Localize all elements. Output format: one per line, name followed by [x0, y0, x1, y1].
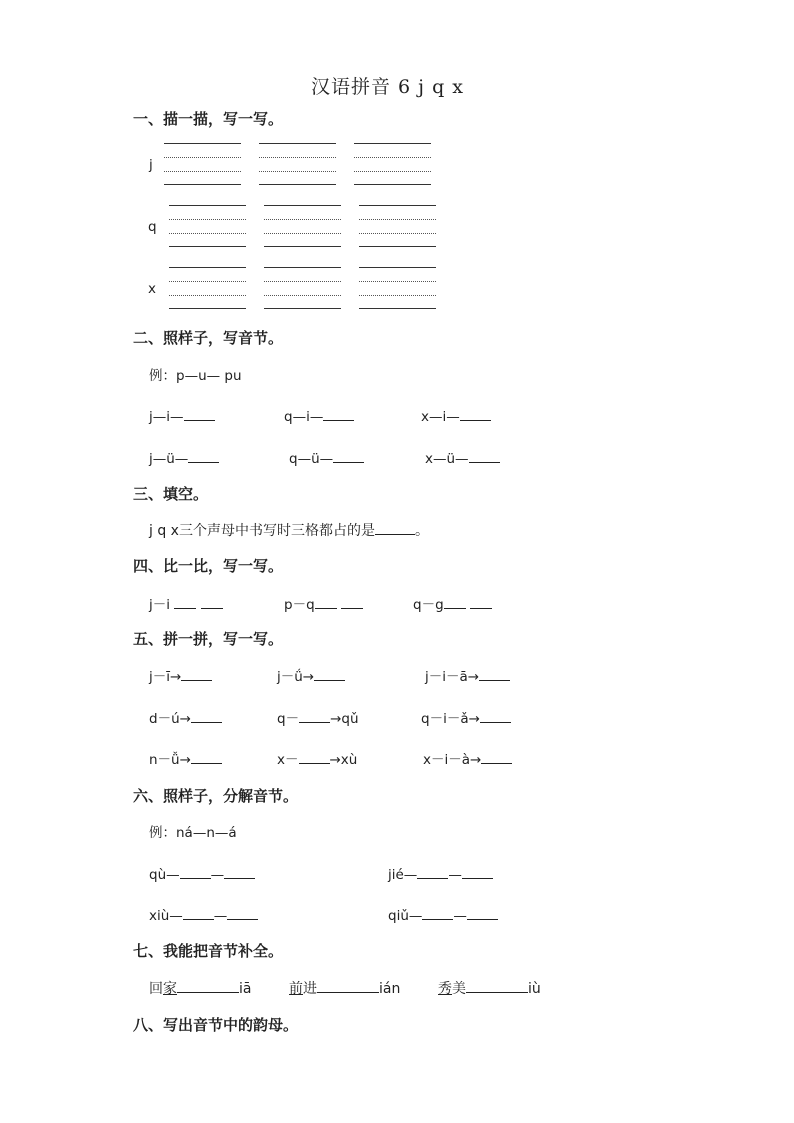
item-label: j－ǘ→ — [277, 669, 315, 685]
answer-blank[interactable] — [174, 594, 196, 609]
dash: — — [448, 867, 462, 883]
answer-blank[interactable] — [181, 666, 212, 681]
answer-blank[interactable] — [323, 406, 354, 421]
compare-item — [149, 593, 223, 613]
exercise-item — [149, 406, 215, 425]
section-7-heading: 七、我能把音节补全。 — [133, 942, 284, 960]
writing-grid[interactable] — [264, 267, 341, 309]
answer-blank[interactable] — [481, 749, 512, 764]
item-label: x—ü— — [425, 451, 469, 467]
spell-item — [421, 707, 511, 727]
item-label: j—i— — [149, 409, 184, 425]
item-label: q—ü— — [289, 451, 334, 467]
answer-blank[interactable] — [417, 864, 448, 879]
page-title: 汉语拼音 6 j q x — [311, 76, 465, 98]
complete-item — [438, 978, 541, 998]
writing-grid[interactable] — [264, 205, 341, 247]
decompose-item — [388, 905, 498, 924]
dash: — — [453, 908, 467, 924]
complete-item — [149, 978, 251, 998]
decompose-item — [388, 864, 493, 883]
item-label: q－i－ǎ→ — [421, 711, 480, 727]
answer-blank[interactable] — [317, 978, 379, 993]
answer-blank[interactable] — [341, 594, 363, 609]
writing-grid[interactable] — [169, 267, 246, 309]
letter-x: x — [148, 281, 156, 297]
answer-blank[interactable] — [315, 594, 337, 609]
writing-grid[interactable] — [164, 143, 241, 185]
spell-item — [149, 707, 222, 727]
writing-grid[interactable] — [259, 143, 336, 185]
item-label: x－ — [277, 752, 299, 768]
answer-blank[interactable] — [180, 864, 211, 879]
answer-blank[interactable] — [184, 406, 215, 421]
answer-blank[interactable] — [333, 448, 364, 463]
item-label: n－ǚ→ — [149, 752, 191, 768]
sentence-end: 。 — [414, 523, 429, 539]
fill-sentence — [149, 520, 429, 540]
answer-blank[interactable] — [299, 708, 330, 723]
word-char: 进 — [303, 981, 317, 997]
answer-blank[interactable] — [480, 708, 511, 723]
word-char: 美 — [452, 981, 466, 997]
exercise-item — [289, 448, 364, 467]
compare-item — [413, 593, 492, 613]
underlined-char: 秀 — [438, 981, 452, 997]
dash: — — [210, 867, 225, 883]
answer-blank[interactable] — [462, 864, 493, 879]
item-label: x－i－à→ — [423, 752, 482, 768]
section-3-heading: 三、填空。 — [133, 485, 209, 503]
writing-grid[interactable] — [359, 267, 436, 309]
decompose-item — [149, 905, 258, 924]
underlined-char: 前 — [289, 981, 303, 997]
spell-item — [149, 665, 212, 685]
answer-blank[interactable] — [444, 594, 466, 609]
item-label: q—i— — [284, 409, 324, 425]
spell-item — [277, 665, 345, 685]
answer-blank[interactable] — [191, 749, 222, 764]
spell-item — [425, 665, 510, 685]
example-text: 例：p—u— pu — [149, 368, 242, 384]
compare-item — [284, 593, 363, 613]
answer-blank[interactable] — [422, 905, 453, 920]
item-label: j－i — [149, 597, 171, 613]
answer-blank[interactable] — [177, 978, 239, 993]
item-label: p－q — [284, 597, 315, 613]
complete-item — [289, 978, 400, 998]
answer-blank[interactable] — [314, 666, 345, 681]
item-result: →qǔ — [330, 711, 359, 727]
item-label: j－i－ā→ — [425, 669, 480, 685]
spell-item — [277, 748, 357, 768]
writing-grid[interactable] — [354, 143, 431, 185]
item-label: q－g — [413, 597, 444, 613]
answer-blank[interactable] — [470, 594, 492, 609]
answer-blank[interactable] — [375, 520, 415, 535]
answer-blank[interactable] — [460, 406, 491, 421]
answer-blank[interactable] — [479, 666, 510, 681]
answer-blank[interactable] — [191, 708, 222, 723]
writing-grid[interactable] — [359, 205, 436, 247]
section-5-heading: 五、拼一拼，写一写。 — [133, 630, 284, 648]
answer-blank[interactable] — [227, 905, 258, 920]
answer-blank[interactable] — [183, 905, 214, 920]
answer-blank[interactable] — [188, 448, 219, 463]
sentence-text: j q x三个声母中书写时三格都占的是 — [149, 523, 375, 539]
writing-grid[interactable] — [169, 205, 246, 247]
spell-item — [423, 748, 512, 768]
example-text: 例：ná—n—á — [149, 825, 237, 841]
letter-q: q — [148, 219, 157, 235]
syllable-ending: ián — [379, 981, 401, 997]
answer-blank[interactable] — [466, 978, 528, 993]
item-label: xiù— — [149, 908, 183, 924]
item-label: j—ü— — [149, 451, 189, 467]
exercise-item — [425, 448, 500, 467]
decompose-item — [149, 864, 255, 883]
item-label: d－ú→ — [149, 711, 191, 727]
item-label: qiǔ— — [388, 908, 423, 924]
exercise-item — [284, 406, 354, 425]
exercise-item — [149, 448, 219, 467]
answer-blank[interactable] — [467, 905, 498, 920]
answer-blank[interactable] — [299, 749, 330, 764]
syllable-ending: iā — [239, 981, 252, 997]
section-2-heading: 二、照样子，写音节。 — [133, 329, 284, 347]
answer-blank[interactable] — [201, 594, 223, 609]
letter-j: j — [149, 157, 153, 173]
item-label: x—i— — [421, 409, 460, 425]
item-label: qù— — [149, 867, 180, 883]
section-6-heading: 六、照样子，分解音节。 — [133, 787, 299, 805]
item-label: jié— — [388, 867, 418, 883]
answer-blank[interactable] — [469, 448, 500, 463]
section-4-heading: 四、比一比，写一写。 — [133, 557, 284, 575]
item-result: →xù — [329, 752, 358, 768]
exercise-item — [421, 406, 491, 425]
word-char: 回 — [149, 981, 163, 997]
section-8-heading: 八、写出音节中的韵母。 — [133, 1016, 299, 1034]
spell-item — [277, 707, 359, 727]
spell-item — [149, 748, 222, 768]
answer-blank[interactable] — [224, 864, 255, 879]
item-label: j－ī→ — [149, 669, 182, 685]
underlined-char: 家 — [163, 981, 177, 997]
section-1-heading: 一、描一描，写一写。 — [133, 110, 284, 128]
item-label: q－ — [277, 711, 300, 727]
syllable-ending: iù — [528, 981, 541, 997]
dash: — — [213, 908, 228, 924]
